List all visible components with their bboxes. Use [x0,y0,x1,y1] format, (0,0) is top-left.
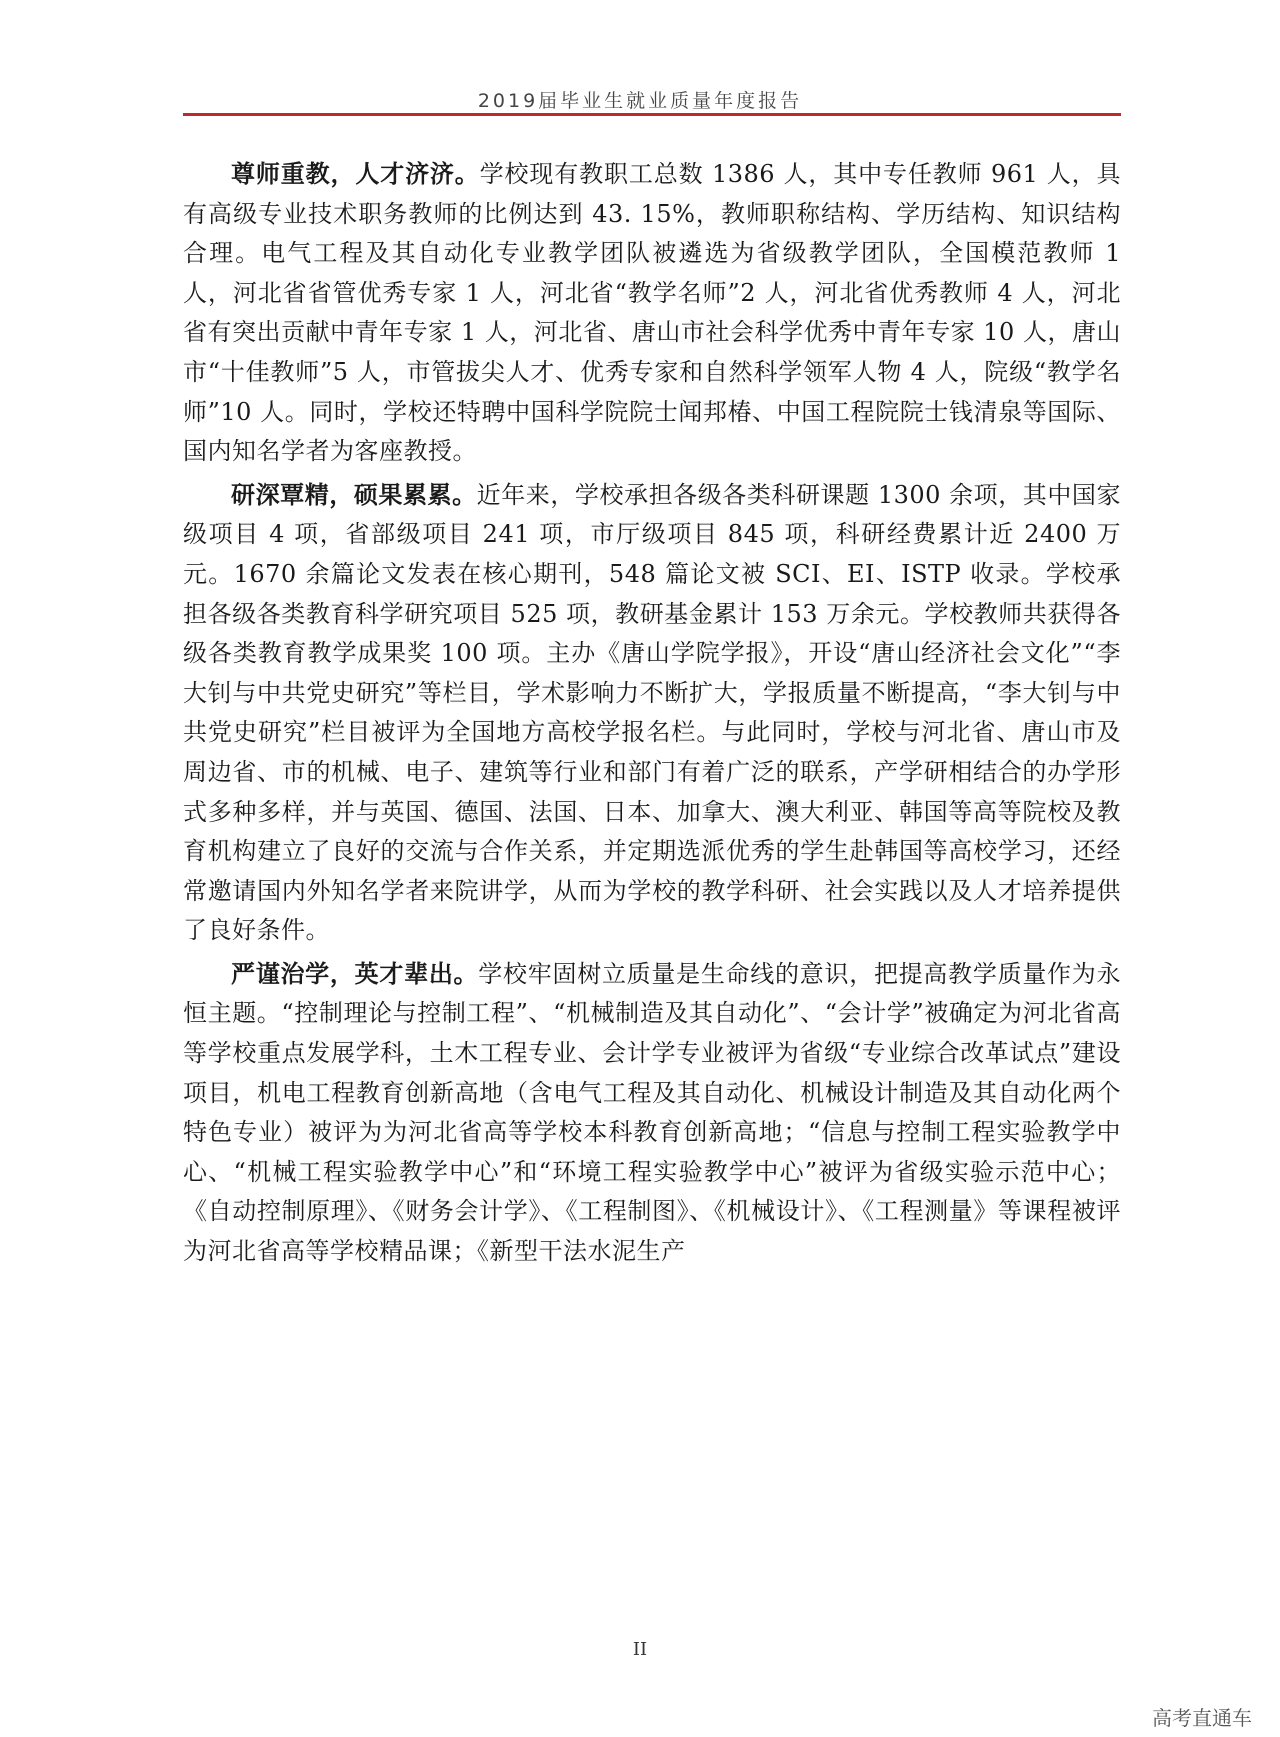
paragraph-text: 学校现有教职工总数 1386 人，其中专任教师 961 人，具有高级专业技术职务教师的比例达到 43. 15%，教师职称结构、学历结构、知识结构合理。电气工程及其自动化专业教学团队被遴选为省级教学团队，全国模范教师 1 人，河北省省管优秀专家 1 人，河北省“教学名师”2 人，河北省优秀教师 4 人，河北省有突出贡献中青年专家 1 人，河北省、唐山市社会科学优秀中青年专家 10 人，唐山市“十佳教师”5 人，市管拔尖人才、优秀专家和自然科学领军人物 4 人，院级“教学名师”10 人。同时，学校还特聘中国科学院院士闻邦椿、中国工程院院士钱清泉等国际、国内知名学者为客座教授。 [183,160,1122,466]
paragraph-lead: 尊师重教，人才济济。 [231,159,480,188]
body-text [183,154,1121,1275]
paragraph-lead: 严谨治学，英才辈出。 [231,958,479,988]
paragraph-text: 近年来，学校承担各级各类科研课题 1300 余项，其中国家级项目 4 项，省部级项目 241 项，市厅级项目 845 项，科研经费累计近 2400 万元。1670 余篇论文发表在核心期刊，548 篇论文被 SCI、EI、ISTP 收录。学校承担各级各类教育科学研究项目 525 项，教研基金累计 153 万余元。学校教师共获得各级各类教育教学成果奖 100 项。主办《唐山学院学报》，开设“唐山经济社会文化”“李大钊与中共党史研究”等栏目，学术影响力不断扩大，学报质量不断提高，“李大钊与中共党史研究”栏目被评为全国地方高校学报名栏。与此同时，学校与河北省、唐山市及周边省、市的机械、电子、建筑等行业和部门有着广泛的联系，产学研相结合的办学形式多种多样，并与英国、德国、法国、日本、加拿大、澳大利亚、韩国等高等院校及教育机构建立了良好的交流与合作关系，并定期选派优秀的学生赴韩国等高校学习，还经常邀请国内外知名学者来院讲学，从而为学校的教学科研、社会实践以及人才培养提供了良好条件。 [183,480,1121,945]
header-title: 2019届毕业生就业质量年度报告 [477,90,803,112]
paragraph-faculty [183,154,1121,472]
page-number: II [632,1639,648,1660]
header-divider [183,113,1121,116]
watermark-text: 高考直通车 [1152,1706,1252,1730]
paragraph-research [183,475,1121,951]
paragraph-text: 学校牢固树立质量是生命线的意识，把提高教学质量作为永恒主题。“控制理论与控制工程”、“机械制造及其自动化”、“会计学”被确定为河北省高等学校重点发展学科，土木工程专业、会计学专业被评为省级“专业综合改革试点”建设项目，机电工程教育创新高地（含电气工程及其自动化、机械设计制造及其自动化两个特色专业）被评为为河北省高等学校本科教育创新高地；“信息与控制工程实验教学中心、“机械工程实验教学中心”和“环境工程实验教学中心”被评为省级实验示范中心；《自动控制原理》、《财务会计学》、《工程制图》、《机械设计》、《工程测量》等课程被评为河北省高等学校精品课；《新型干法水泥生产 [183,959,1122,1266]
paragraph-teaching [183,954,1121,1272]
paragraph-lead: 研深覃精，硕果累累。 [231,479,477,509]
